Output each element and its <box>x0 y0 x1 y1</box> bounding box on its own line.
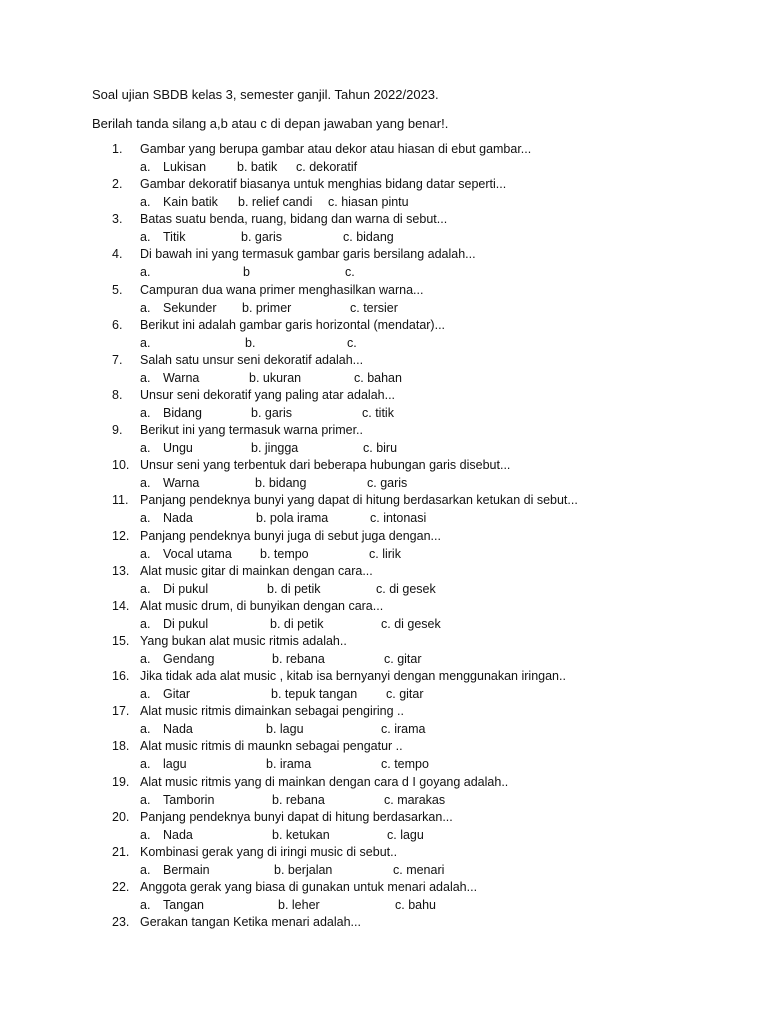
question-item <box>0 458 768 493</box>
option-b: b. rebana <box>272 792 325 807</box>
option-c: c. irama <box>381 722 426 737</box>
option-c: c. bahan <box>354 370 402 385</box>
question-item <box>0 845 768 880</box>
question-item <box>0 423 768 458</box>
option-c: c. <box>347 335 357 350</box>
question-item <box>0 493 768 528</box>
question-text: Alat music ritmis dimainkan sebagai pengiring .. <box>140 704 405 719</box>
question-item <box>0 388 768 423</box>
exam-instruction: Berilah tanda silang a,b atau c di depan jawaban yang benar!. <box>92 116 449 131</box>
question-number: 1. <box>112 142 123 156</box>
option-a: Tamborin <box>163 792 215 807</box>
option-b: b. batik <box>237 160 278 174</box>
option-c: c. bidang <box>343 230 394 245</box>
option-a-letter: a. <box>140 862 151 877</box>
question-item <box>0 775 768 810</box>
option-a-letter: a. <box>140 441 151 456</box>
option-a: Vocal utama <box>163 546 232 561</box>
option-a-letter: a. <box>140 897 151 912</box>
question-number: 2. <box>112 177 123 192</box>
question-number: 15. <box>112 633 130 648</box>
question-text: Salah satu unsur seni dekoratif adalah... <box>140 352 364 367</box>
question-text: Yang bukan alat music ritmis adalah.. <box>140 633 347 648</box>
option-b: b. <box>245 335 256 350</box>
question-item <box>0 318 768 353</box>
option-a-letter: a. <box>140 405 151 420</box>
question-text: Gerakan tangan Ketika menari adalah... <box>140 915 361 930</box>
question-item <box>0 212 768 247</box>
option-a: Lukisan <box>163 160 207 174</box>
option-b: b. primer <box>242 300 292 315</box>
option-a: Di pukul <box>163 581 209 596</box>
question-text: Jika tidak ada alat music , kitab isa bernyanyi dengan menggunakan iringan.. <box>140 669 566 684</box>
question-number: 17. <box>112 704 130 719</box>
option-a-letter: a. <box>140 160 151 174</box>
option-c: c. menari <box>393 862 445 877</box>
option-c: c. di gesek <box>376 581 436 596</box>
option-c: c. bahu <box>395 897 437 912</box>
question-number: 18. <box>112 739 130 754</box>
option-c: c. hiasan pintu <box>328 195 409 210</box>
question-number: 5. <box>112 282 123 297</box>
option-a: Nada <box>163 722 193 737</box>
option-a: Tangan <box>163 897 205 912</box>
option-c: c. tersier <box>350 300 398 315</box>
option-a: Nada <box>163 827 193 842</box>
question-item <box>0 810 768 845</box>
option-c: c. titik <box>362 405 394 420</box>
question-text: Campuran dua wana primer menghasilkan warna... <box>140 282 424 297</box>
option-c: c. tempo <box>381 757 429 772</box>
question-text: Berikut ini yang termasuk warna primer.. <box>140 423 364 438</box>
option-a-letter: a. <box>140 265 151 280</box>
question-number: 3. <box>112 212 123 227</box>
question-number: 8. <box>112 387 123 402</box>
option-a-letter: a. <box>140 827 151 842</box>
question-text: Alat music ritmis yang di mainkan dengan cara d I goyang adalah.. <box>140 774 509 789</box>
option-a-letter: a. <box>140 651 151 666</box>
question-number: 13. <box>112 563 130 578</box>
option-c: c. dekoratif <box>296 160 358 174</box>
question-number: 23. <box>112 915 130 930</box>
question-number: 9. <box>112 423 123 438</box>
option-b: b. ukuran <box>249 370 302 385</box>
question-number: 6. <box>112 317 123 332</box>
option-a-letter: a. <box>140 687 151 702</box>
option-b: b. garis <box>241 230 282 245</box>
question-text: Panjang pendeknya bunyi dapat di hitung berdasarkan... <box>140 809 453 824</box>
option-b: b. ketukan <box>272 827 330 842</box>
question-text: Anggota gerak yang biasa di gunakan untuk menari adalah... <box>140 879 478 894</box>
question-text: Panjang pendeknya bunyi yang dapat di hitung berdasarkan ketukan di sebut... <box>140 493 578 508</box>
question-text: Alat music drum, di bunyikan dengan cara... <box>140 598 384 613</box>
option-a: Gendang <box>163 651 215 666</box>
option-a: Di pukul <box>163 616 209 631</box>
option-b: b <box>243 265 250 280</box>
option-a-letter: a. <box>140 616 151 631</box>
question-item <box>0 177 768 212</box>
question-text: Gambar yang berupa gambar atau dekor atau hiasan di ebut gambar... <box>140 142 532 156</box>
option-b: b. rebana <box>272 651 325 666</box>
option-b: b. tepuk tangan <box>271 687 358 702</box>
question-number: 11. <box>112 493 129 508</box>
option-a: Sekunder <box>163 300 217 315</box>
question-item <box>0 880 768 915</box>
question-item <box>0 564 768 599</box>
option-b: b. jingga <box>251 441 299 456</box>
option-a: Bermain <box>163 862 210 877</box>
option-a-letter: a. <box>140 511 151 526</box>
question-text: Unsur seni yang terbentuk dari beberapa hubungan garis disebut... <box>140 458 511 473</box>
question-item <box>0 704 768 739</box>
option-a-letter: a. <box>140 230 151 245</box>
option-b: b. pola irama <box>256 511 329 526</box>
option-b: b. berjalan <box>274 862 333 877</box>
option-a: Bidang <box>163 405 202 420</box>
question-number: 14. <box>112 598 130 613</box>
question-text: Unsur seni dekoratif yang paling atar adalah... <box>140 387 396 402</box>
option-a-letter: a. <box>140 195 151 210</box>
option-c: c. di gesek <box>381 616 441 631</box>
option-a-letter: a. <box>140 757 151 772</box>
option-a: Kain batik <box>163 195 218 210</box>
question-number: 19. <box>112 774 130 789</box>
question-item <box>0 353 768 388</box>
option-a: Ungu <box>163 441 193 456</box>
question-number: 20. <box>112 809 130 824</box>
option-b: b. garis <box>251 405 292 420</box>
question-text: Alat music ritmis di maunkn sebagai pengatur .. <box>140 739 403 754</box>
exam-title: Soal ujian SBDB kelas 3, semester ganjil. Tahun 2022/2023. <box>92 87 439 102</box>
question-text: Kombinasi gerak yang di iringi music di sebut.. <box>140 844 398 859</box>
option-c: c. <box>345 265 355 280</box>
question-text: Alat music gitar di mainkan dengan cara... <box>140 563 373 578</box>
option-a: Warna <box>163 370 200 385</box>
option-b: b. irama <box>266 757 312 772</box>
question-list <box>0 142 768 950</box>
option-a: Gitar <box>163 687 191 702</box>
question-number: 12. <box>112 528 130 543</box>
option-a: Nada <box>163 511 193 526</box>
question-item <box>0 739 768 774</box>
option-a: lagu <box>163 757 187 772</box>
question-item <box>0 283 768 318</box>
question-number: 10. <box>112 458 130 473</box>
option-a-letter: a. <box>140 546 151 561</box>
question-item <box>0 142 768 177</box>
option-a-letter: a. <box>140 370 151 385</box>
option-b: b. di petik <box>270 616 324 631</box>
option-a-letter: a. <box>140 335 151 350</box>
option-b: b. lagu <box>266 722 304 737</box>
option-c: c. garis <box>367 476 408 491</box>
question-item <box>0 247 768 282</box>
question-number: 7. <box>112 352 123 367</box>
option-a: Titik <box>163 230 186 245</box>
option-c: c. lagu <box>387 827 424 842</box>
question-text: Gambar dekoratif biasanya untuk menghias bidang datar seperti... <box>140 177 507 192</box>
option-c: c. lirik <box>369 546 401 561</box>
question-item <box>0 915 768 950</box>
question-item <box>0 529 768 564</box>
question-text: Berikut ini adalah gambar garis horizontal (mendatar)... <box>140 317 446 332</box>
question-text: Panjang pendeknya bunyi juga di sebut juga dengan... <box>140 528 441 543</box>
option-c: c. biru <box>363 441 398 456</box>
option-b: b. di petik <box>267 581 321 596</box>
question-number: 16. <box>112 669 130 684</box>
option-a-letter: a. <box>140 792 151 807</box>
question-text: Batas suatu benda, ruang, bidang dan warna di sebut... <box>140 212 448 227</box>
option-a-letter: a. <box>140 722 151 737</box>
question-item <box>0 599 768 634</box>
option-a: Warna <box>163 476 200 491</box>
option-b: b. bidang <box>255 476 307 491</box>
question-item <box>0 634 768 669</box>
option-c: c. gitar <box>384 651 422 666</box>
option-c: c. intonasi <box>370 511 427 526</box>
question-number: 4. <box>112 247 123 262</box>
question-text: Di bawah ini yang termasuk gambar garis bersilang adalah... <box>140 247 476 262</box>
option-a-letter: a. <box>140 476 151 491</box>
question-number: 21. <box>112 844 130 859</box>
question-item <box>0 669 768 704</box>
option-c: c. marakas <box>384 792 446 807</box>
option-a-letter: a. <box>140 300 151 315</box>
option-c: c. gitar <box>386 687 424 702</box>
option-b: b. relief candi <box>238 195 313 210</box>
option-b: b. leher <box>278 897 320 912</box>
option-b: b. tempo <box>260 546 309 561</box>
option-a-letter: a. <box>140 581 151 596</box>
question-number: 22. <box>112 879 130 894</box>
